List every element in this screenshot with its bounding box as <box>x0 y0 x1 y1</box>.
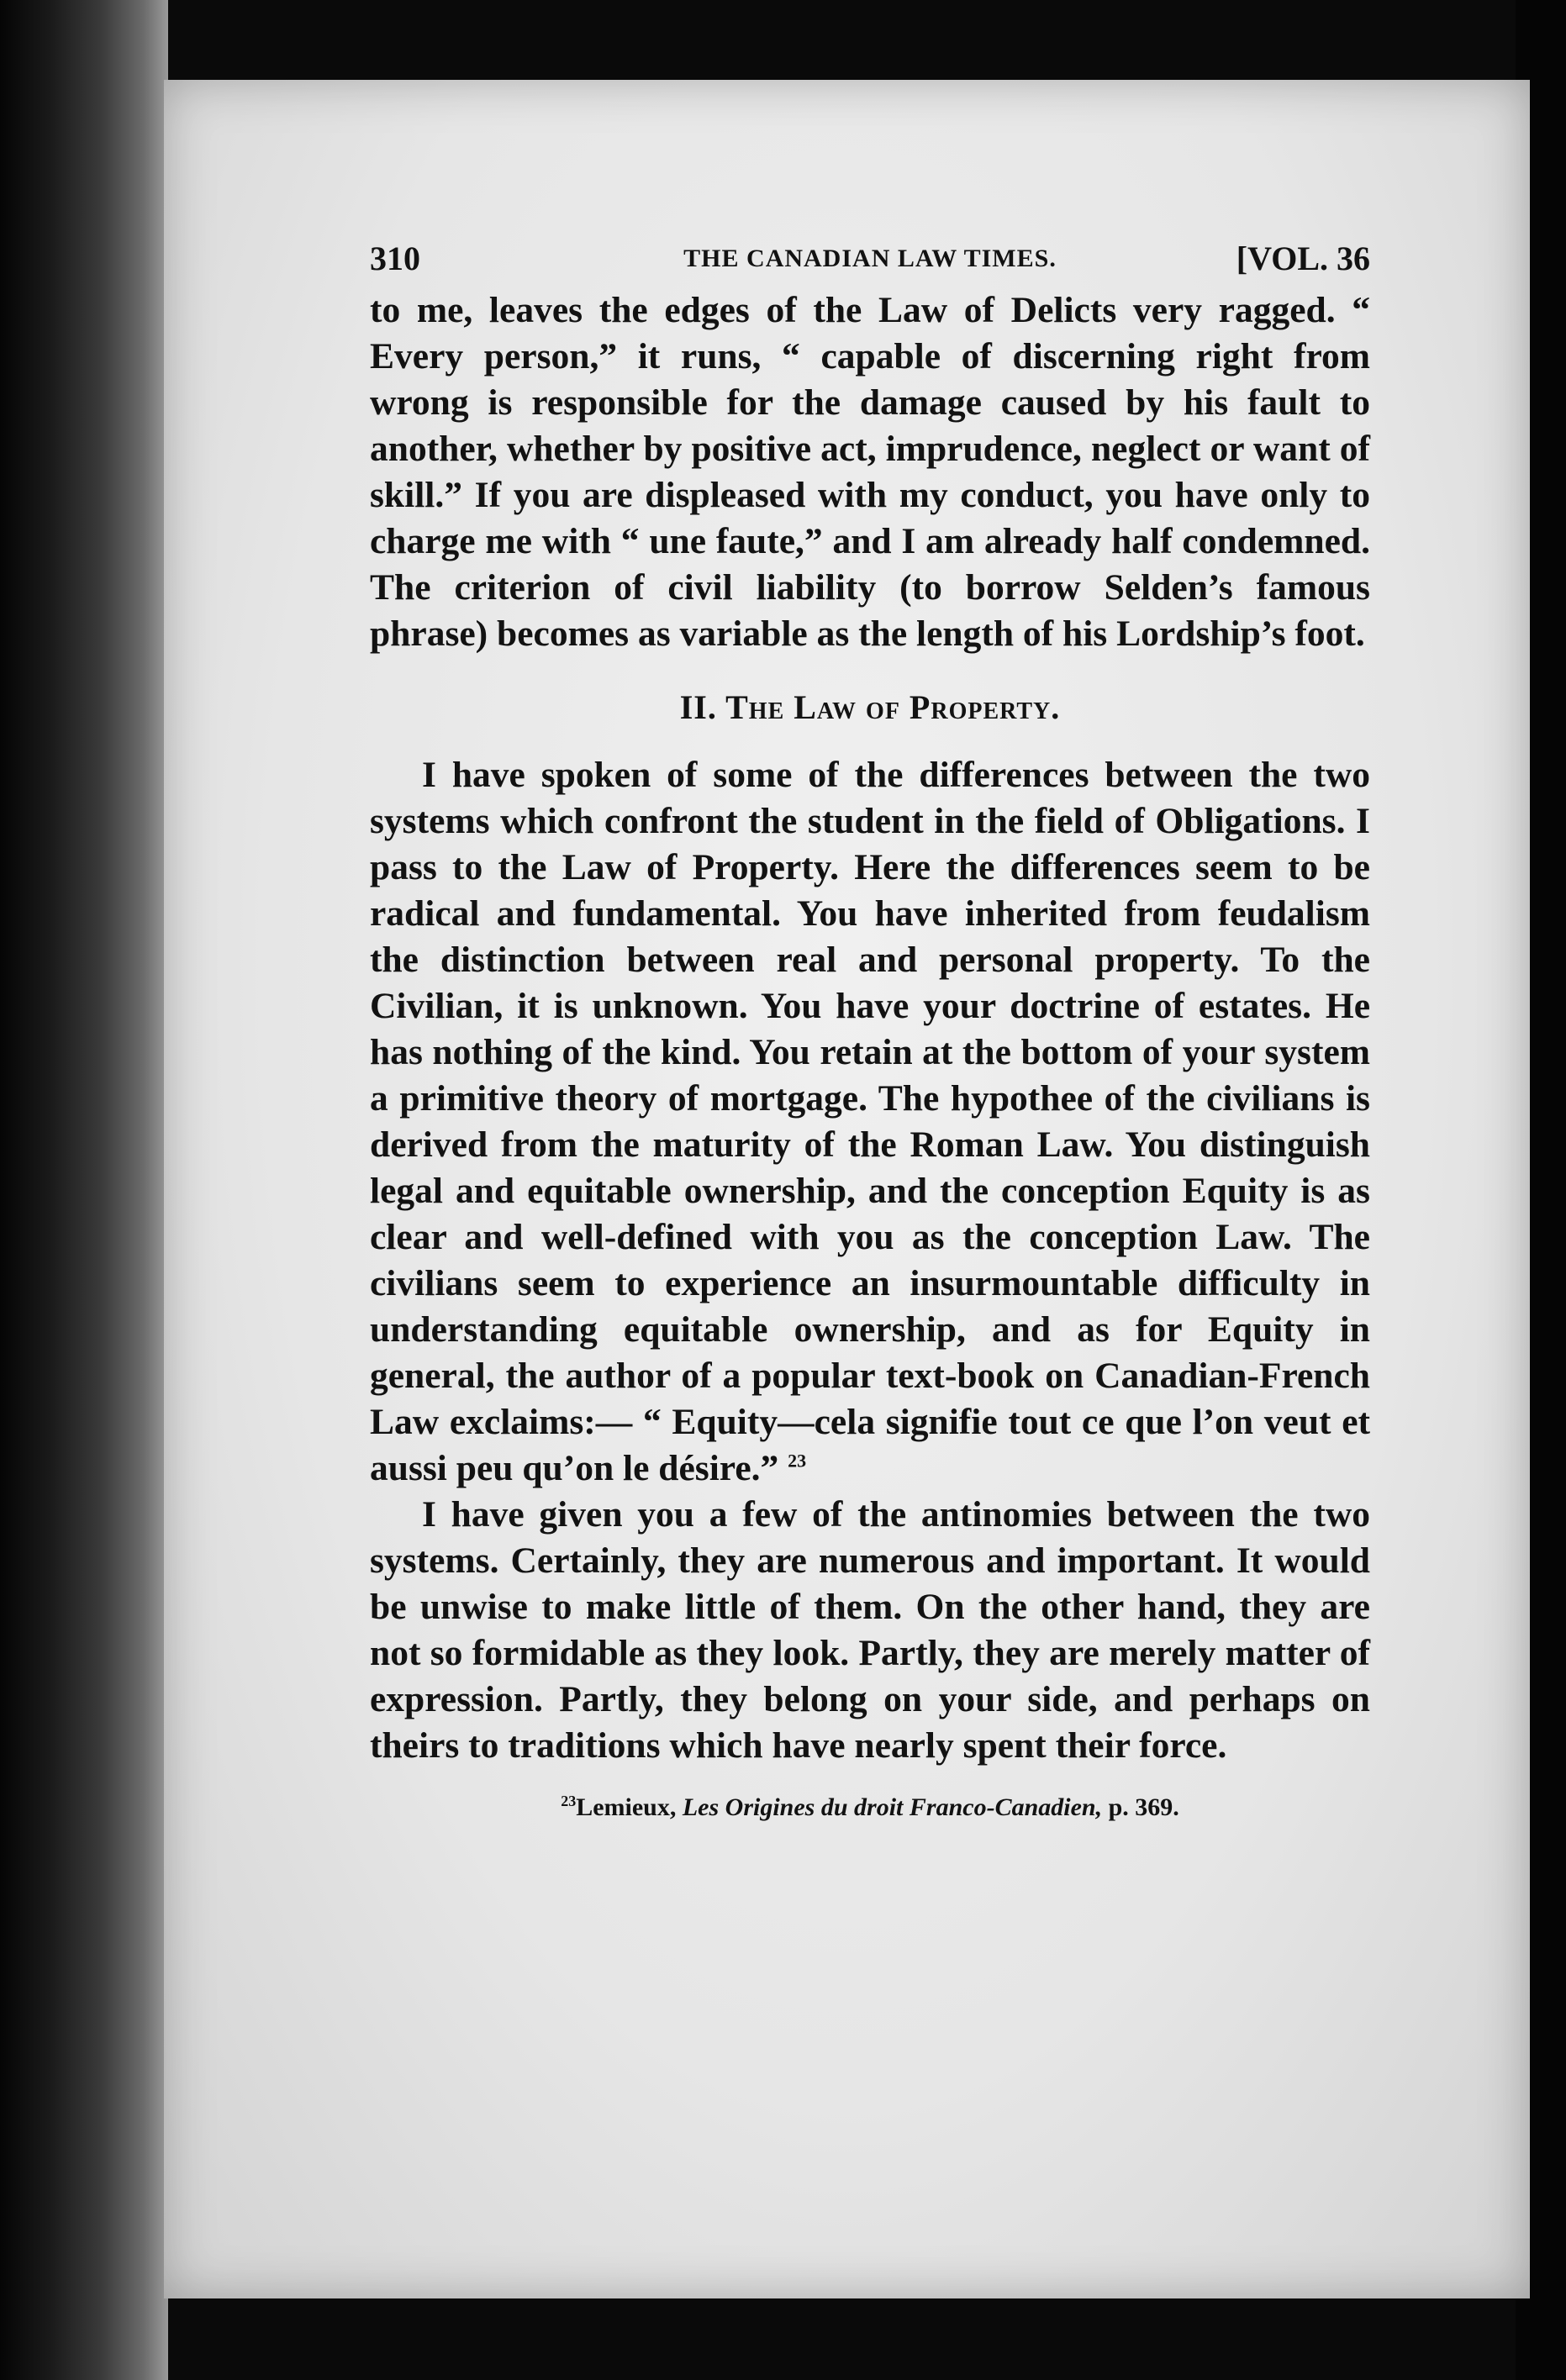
footnote-work-title: Les Origines du droit Franco-Canadien, <box>682 1793 1103 1821</box>
paragraph-1: to me, leaves the edges of the Law of Delicts very ragged. “ Every person,” it runs, “ capable of discerning right from wrong is responsible for the damage caused by his fault to another, whether by positive act, imprudence, neglect or want of skill.” If you are displeased with my conduct, you have only to charge me with “ une faute,” and I am already half condemned. The criterion of civil liability (to borrow Selden’s famous phrase) becomes as variable as the length of his Lordship’s foot. <box>370 290 1370 654</box>
binding-gutter <box>0 0 168 2380</box>
journal-title: THE CANADIAN LAW TIMES. <box>683 245 1057 272</box>
footnote-marker: 23 <box>561 1793 577 1809</box>
page-number: 310 <box>370 240 420 277</box>
footnote-page: p. 369. <box>1108 1793 1179 1821</box>
paragraph-2 <box>370 752 1370 1492</box>
footnote-reference: 23 <box>788 1450 807 1472</box>
footnote <box>370 1791 1370 1824</box>
paragraph-3: I have given you a few of the antinomies between the two systems. Certainly, they are numerous and important. It would be unwise to make little of them. On the other hand, they are not so formidable as they look. Partly, they are merely matter of expression. Partly, they belong on your side, and perhaps on theirs to traditions which have nearly spent their force. <box>370 1494 1370 1766</box>
volume-label: [VOL. 36 <box>1236 240 1370 277</box>
running-head <box>370 234 1370 284</box>
paragraph-2-text: I have spoken of some of the differences between the two systems which confront the student in the field of Obligations. I pass to the Law of Property. Here the differences seem to be radical and fundamental. You have inherited from feudalism the distinction between real and personal property. To the Civilian, it is unknown. You have your doctrine of estates. He has nothing of the kind. You retain at the bottom of your system a primitive theory of mortgage. The hypothee of the civilians is derived from the maturity of the Roman Law. You distinguish legal and equitable ownership, and the conception Equity is as clear and well-defined with you as the conception Law. The civilians seem to experience an insurmountable difficulty in understanding equitable ownership, and as for Equity in general, the author of a popular text-book on Canadian-French Law exclaims:— “ Equity—cela signifie tout ce que l’on veut et aussi peu qu’on le désire.” <box>370 755 1370 1488</box>
section-heading: II. The Law of Property. <box>679 688 1061 726</box>
page-text <box>370 234 1370 1824</box>
footnote-author: Lemieux, <box>576 1793 677 1821</box>
